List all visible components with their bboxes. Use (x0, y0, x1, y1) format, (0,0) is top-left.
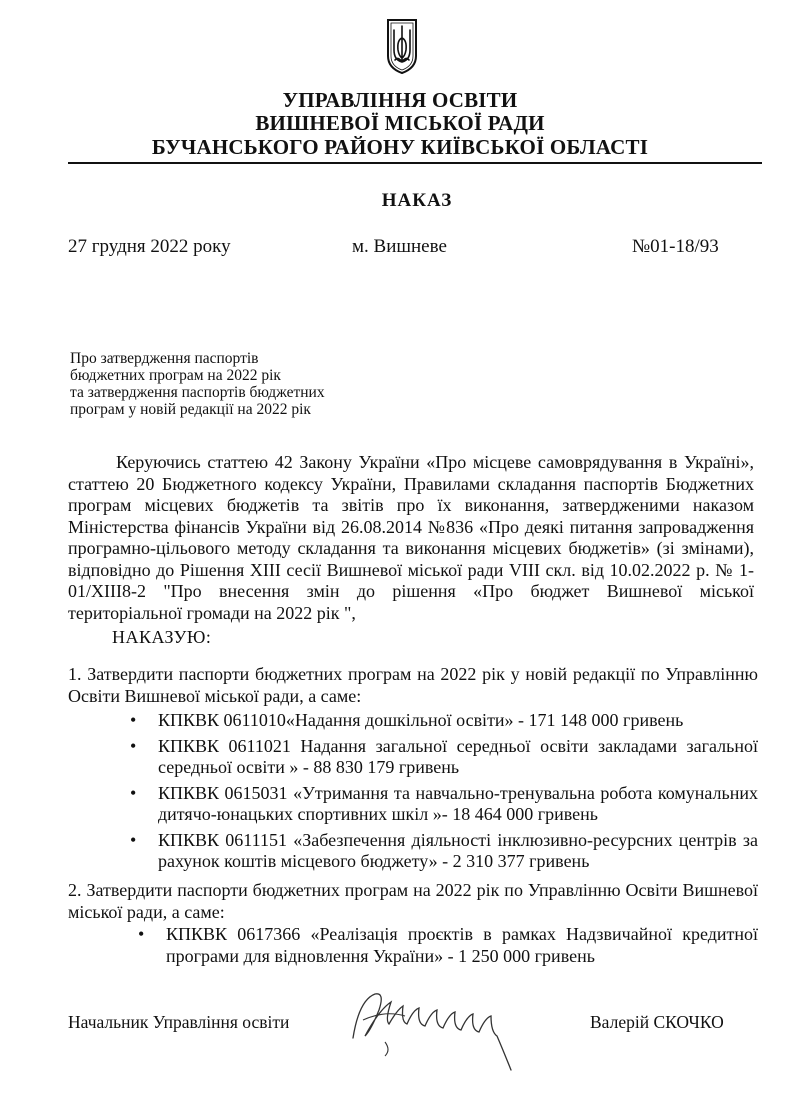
bullet-text: КПКВК 0611010«Надання дошкільної освіти» - 171 148 000 гривень (158, 710, 684, 730)
order-number: №01-18/93 (632, 236, 719, 257)
order-subject (70, 350, 390, 418)
bullet-icon: • (138, 924, 145, 944)
bullet-icon: • (130, 829, 137, 850)
item-1-bullet-list (118, 710, 758, 873)
bullet-text: КПКВК 0617366 «Реалізація проєктів в рамках Надзвичайної кредитної програми для відновлення України» - 1 250 000 гривень (166, 924, 758, 966)
order-date: 27 грудня 2022 року (68, 236, 231, 257)
subject-line: бюджетних програм на 2022 рік (70, 367, 281, 384)
bullet-text: КПКВК 0611151 «Забезпечення діяльності інклюзивно-ресурсних центрів за рахунок коштів місцевого бюджету» - 2 310 377 гривень (158, 829, 758, 871)
bullet-text: КПКВК 0611021 Надання загальної середньої освіти закладами загальної середньої освіти » - 88 830 179 гривень (158, 735, 758, 777)
signatory-title: Начальник Управління освіти (68, 1012, 290, 1032)
order-item-1: 1. Затвердити паспорти бюджетних програм на 2022 рік у новій редакції по Управлінню Освіти Вишневої міської ради, а саме: (68, 664, 758, 706)
bullet-icon: • (130, 710, 137, 730)
bullet-icon: • (130, 782, 137, 803)
order-title: НАКАЗ (381, 190, 453, 211)
list-item (118, 783, 758, 826)
subject-line: та затвердження паспортів бюджетних (70, 384, 325, 401)
org-name-line-2: ВИШНЕВОЇ МІСЬКОЇ РАДИ (255, 111, 545, 135)
org-name-line-3: БУЧАНСЬКОГО РАЙОНУ КИЇВСЬКОЇ ОБЛАСТІ (151, 135, 649, 159)
order-item-2: 2. Затвердити паспорти бюджетних програм на 2022 рік по Управлінню Освіти Вишневої міської ради, а саме: (68, 880, 758, 922)
handwritten-signature (345, 980, 530, 1080)
subject-line: Про затвердження паспортів (70, 350, 259, 367)
coat-of-arms-icon (384, 16, 420, 76)
org-name-line-1: УПРАВЛІННЯ ОСВІТИ (282, 88, 518, 112)
order-directive: НАКАЗУЮ: (112, 627, 212, 647)
list-item (118, 736, 758, 779)
signatory-name: Валерій СКОЧКО (590, 1012, 724, 1032)
list-item (118, 710, 758, 732)
preamble (68, 452, 754, 624)
preamble-text: Керуючись статтею 42 Закону України «Про місцеве самоврядування в Україні», статтею 20 Бюджетного кодексу України, Правилами складання паспортів Бюджетних програм місцевих бюджетів та звітів про їх виконання, затвердженими наказом Міністерства фінансів України від 26.08.2014 №836 «Про деякі питання запровадження програмно-цільового методу складання та виконання місцевих бюджетів» (зі змінами), відповідно до Рішення ХІІІ сесії Вишневої міської ради VIII скл. від 10.02.2022 р. № 1-01/XIII8-2 "Про внесення змін до рішення «Про бюджет Вишневої міської територіальної громади на 2022 рік ", (68, 452, 754, 623)
order-place: м. Вишневе (352, 236, 447, 257)
bullet-text: КПКВК 0615031 «Утримання та навчально-тренувальна робота комунальних дитячо-юнацьких спортивних шкіл »- 18 464 000 гривень (158, 782, 758, 824)
header-divider (68, 162, 762, 164)
item-2-bullet-list (126, 924, 758, 967)
bullet-icon: • (130, 735, 137, 756)
list-item (118, 830, 758, 873)
subject-line: програм у новій редакції на 2022 рік (70, 401, 311, 418)
list-item (126, 924, 758, 967)
